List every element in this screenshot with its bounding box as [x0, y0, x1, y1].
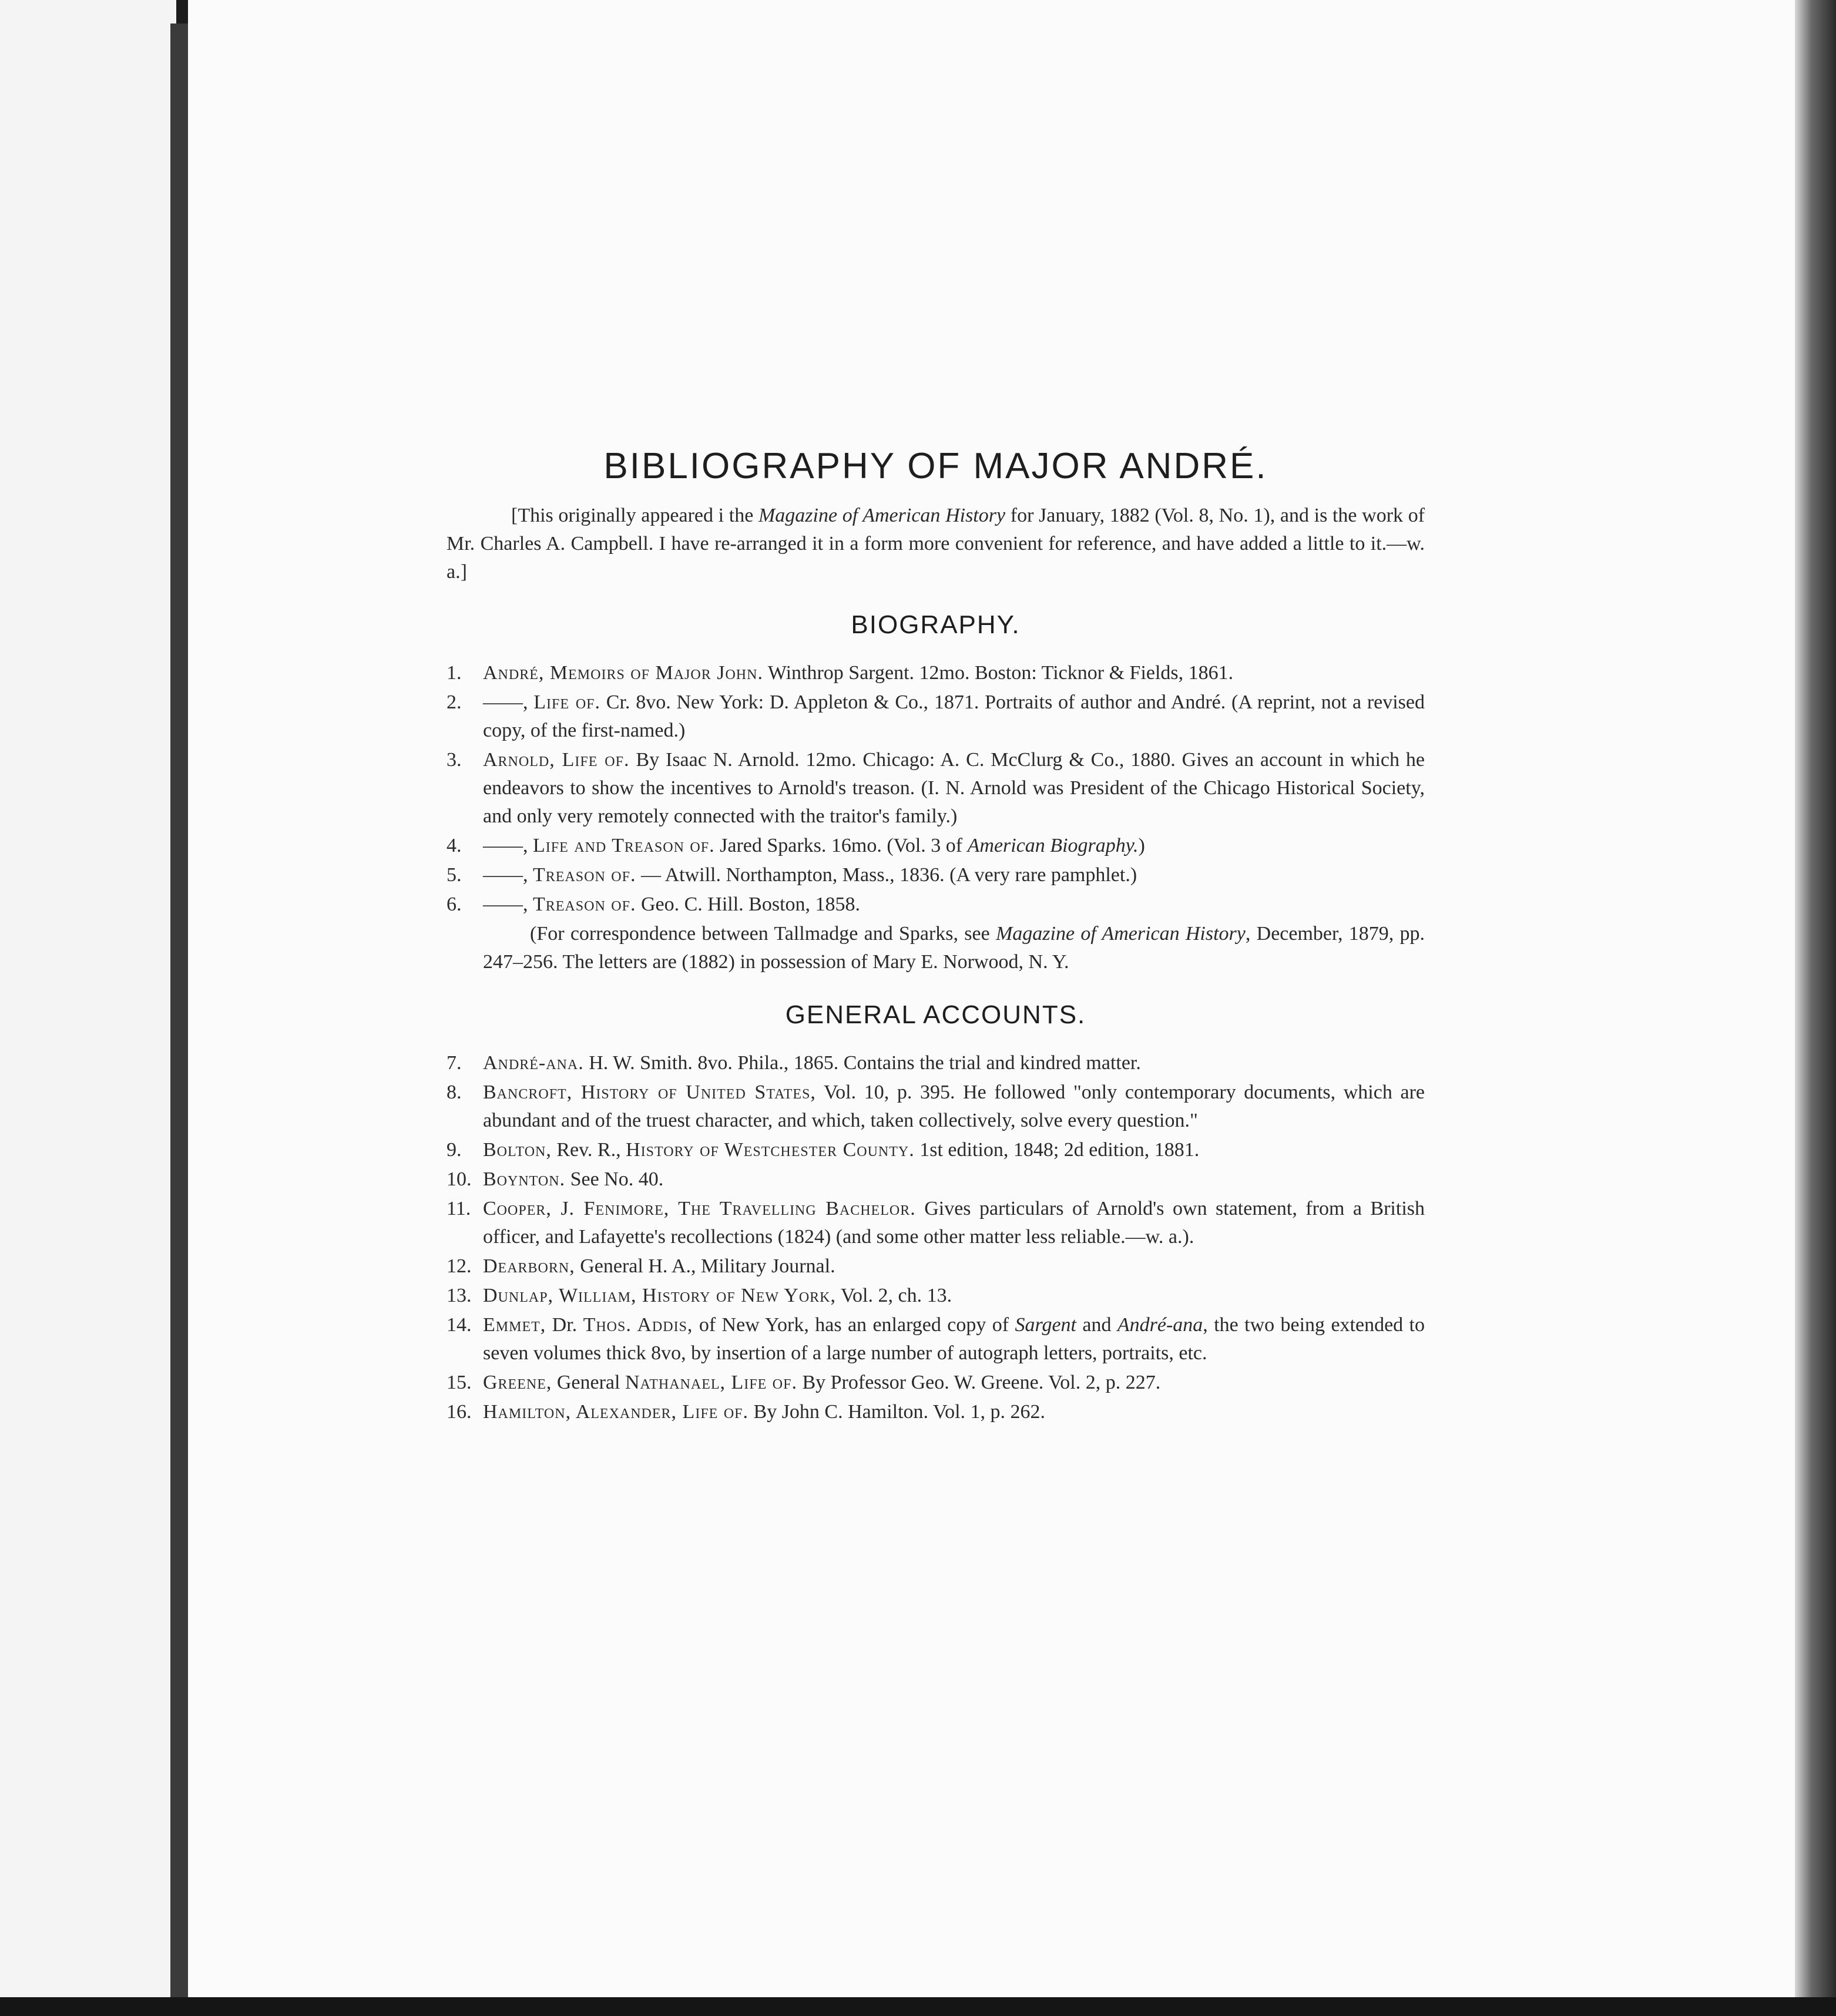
entry-number: 5.: [447, 864, 462, 886]
entry-number: 3.: [447, 749, 462, 771]
entry-text-segment: Boynton.: [483, 1168, 566, 1190]
bibliography-entry: [447, 746, 1425, 831]
intro-paragraph: [447, 502, 1425, 586]
entry-text-segment: André, Memoirs of Major John.: [483, 662, 763, 684]
entry-number: 4.: [447, 835, 462, 856]
entry-text-segment: Emmet,: [483, 1314, 546, 1336]
entry-number: 13.: [447, 1285, 472, 1306]
entry-text-segment: Jared Sparks. 16mo. (Vol. 3 of: [714, 835, 968, 856]
entry-body: [483, 1078, 1425, 1135]
entry-text-segment: — Atwill. Northampton, Mass., 1836. (A very rare pamphlet.): [636, 864, 1137, 886]
entry-text-segment: Cooper, J. Fenimore, The Travelling Bachelor.: [483, 1198, 916, 1219]
bibliography-entry: [447, 1049, 1425, 1077]
entry-text-segment: Dearborn,: [483, 1255, 575, 1277]
entry-text-segment: Geo. C. Hill. Boston, 1858.: [636, 893, 861, 915]
entry-text-segment: Thos. Addis,: [583, 1314, 693, 1336]
bibliography-entry: [447, 861, 1425, 889]
entry-text-segment: Vol. 10, p. 395. He followed "only contemporary documents, which are abundant and of the truest character, and which, taken collectively, solve every question.": [483, 1081, 1425, 1131]
bibliography-entry: [447, 1369, 1425, 1397]
entry-body: [483, 861, 1425, 889]
entry-text-segment: (For correspondence between Tallmadge and Sparks, see: [530, 923, 996, 945]
entry-number: 16.: [447, 1401, 472, 1423]
bibliography-entry: [447, 688, 1425, 745]
entry-text-segment: Vol. 2, ch. 13.: [836, 1285, 952, 1306]
entry-body: [483, 659, 1425, 687]
entry-body: [483, 1165, 1425, 1194]
bibliography-entry: [447, 1195, 1425, 1251]
entry-text-segment: Magazine of American History: [995, 923, 1246, 945]
general-accounts-heading: GENERAL ACCOUNTS.: [785, 1000, 1086, 1029]
entry-body: [483, 1049, 1425, 1077]
bibliography-entry: [447, 832, 1425, 860]
entry-text-segment: , December, 1879, pp. 247–256. The letters are (1882) in possession of Mary E. Norwood, N. Y.: [483, 923, 1425, 973]
bibliography-entry: [447, 891, 1425, 919]
biography-list: [447, 659, 1425, 919]
entry-text-segment: By John C. Hamilton. Vol. 1, p. 262.: [749, 1401, 1046, 1423]
bibliography-entry: [447, 1311, 1425, 1367]
entry-body: [483, 1369, 1425, 1397]
bibliography-entry: [447, 1282, 1425, 1310]
entry-body: [483, 1195, 1425, 1251]
entry-number: 8.: [447, 1081, 462, 1103]
entry-text-segment: Gives particulars of Arnold's own statement, from a British officer, and Lafayette's recollections (1824) (and some other matter less reliable.—w. a.).: [483, 1198, 1425, 1248]
bibliography-entry: [447, 659, 1425, 687]
entry-body: [483, 832, 1425, 860]
entry-text-segment: Life of.: [533, 691, 601, 713]
entry-text-segment: Life and Treason of.: [533, 835, 715, 856]
biography-heading: BIOGRAPHY.: [851, 610, 1021, 639]
book-spine: [170, 23, 188, 1997]
left-page-edge: [0, 0, 176, 1997]
entry-number: 9.: [447, 1139, 462, 1161]
intro-text-1: [This originally appeared: [511, 505, 713, 526]
entry-body: [483, 1282, 1425, 1310]
entry-body: [483, 688, 1425, 745]
bottom-strip: [0, 1997, 1836, 2016]
intro-text-2: i the: [718, 505, 754, 526]
entry-number: 7.: [447, 1052, 462, 1074]
entry-text-segment: Arnold, Life of.: [483, 749, 630, 771]
entry-text-segment: Treason of.: [533, 864, 636, 886]
entry-text-segment: Sargent: [1015, 1314, 1076, 1336]
bibliography-entry: [447, 1078, 1425, 1135]
entry-number: 15.: [447, 1372, 472, 1393]
intro-text-3: for January, 1882 (Vol. 8, No. 1), and is the work of Mr. Charles A. Campbell. I have re-arranged it in a form more convenient for reference, and have added a little to it.—w. a.]: [447, 505, 1425, 583]
bibliography-entry: [447, 1165, 1425, 1194]
entry-text-segment: André-ana: [1117, 1314, 1203, 1336]
entry-text-segment: General H. A., Military Journal.: [575, 1255, 835, 1277]
entry-text-segment: ——,: [483, 864, 533, 886]
entry-body: [483, 1311, 1425, 1367]
entry-body: [483, 1252, 1425, 1281]
biography-note: [483, 920, 1425, 976]
entry-text-segment: By Isaac N. Arnold. 12mo. Chicago: A. C. McClurg & Co., 1880. Gives an account in which he endeavors to show the incentives to Arnold's treason. (I. N. Arnold was President of the Chicago Historical Society, and only very remotely connected with the traitor's family.): [483, 749, 1425, 827]
entry-text-segment: Greene,: [483, 1372, 552, 1393]
entry-text-segment: Cr. 8vo. New York: D. Appleton & Co., 1871. Portraits of author and André. (A reprint, not a revised copy, of the first-named.): [483, 691, 1425, 741]
page-content: [447, 446, 1425, 1427]
entry-text-segment: Dr.: [546, 1314, 583, 1336]
entry-text-segment: , the two being extended to seven volumes thick 8vo, by insertion of a large number of autograph letters, portraits, etc.: [483, 1314, 1425, 1364]
entry-text-segment: Treason of.: [533, 893, 636, 915]
entry-text-segment: ——,: [483, 893, 533, 915]
entry-number: 10.: [447, 1168, 472, 1190]
entry-text-segment: ——,: [483, 691, 534, 713]
entry-text-segment: H. W. Smith. 8vo. Phila., 1865. Contains the trial and kindred matter.: [583, 1052, 1141, 1074]
entry-text-segment: Dunlap, William, History of New York,: [483, 1285, 836, 1306]
entry-text-segment: and: [1076, 1314, 1117, 1336]
bibliography-entry: [447, 1398, 1425, 1426]
entry-number: 14.: [447, 1314, 472, 1336]
page-title: BIBLIOGRAPHY OF MAJOR ANDRÉ.: [603, 446, 1268, 486]
entry-text-segment: Bancroft, History of United States,: [483, 1081, 816, 1103]
entry-text-segment: General: [552, 1372, 625, 1393]
entry-text-segment: By Professor Geo. W. Greene. Vol. 2, p. 227.: [797, 1372, 1161, 1393]
entry-text-segment: André-ana.: [483, 1052, 584, 1074]
entry-text-segment: Hamilton, Alexander, Life of.: [483, 1401, 749, 1423]
entry-text-segment: American Biography.: [967, 835, 1139, 856]
entry-text-segment: Nathanael, Life of.: [625, 1372, 797, 1393]
right-page-edge: [1795, 0, 1836, 2009]
entry-text-segment: See No. 40.: [565, 1168, 664, 1190]
entry-text-segment: Rev. R.,: [551, 1139, 626, 1161]
entry-number: 11.: [447, 1198, 471, 1219]
bibliography-entry: [447, 1136, 1425, 1164]
entry-text-segment: 1st edition, 1848; 2d edition, 1881.: [914, 1139, 1200, 1161]
entry-body: [483, 891, 1425, 919]
entry-number: 6.: [447, 893, 462, 915]
entry-text-segment: Winthrop Sargent. 12mo. Boston: Ticknor & Fields, 1861.: [763, 662, 1234, 684]
entry-number: 1.: [447, 662, 462, 684]
entry-text-segment: ——,: [483, 835, 533, 856]
entry-text-segment: ): [1138, 835, 1145, 856]
intro-source-title: Magazine of American History: [758, 505, 1006, 526]
entry-number: 2.: [447, 691, 462, 713]
entry-text-segment: Bolton,: [483, 1139, 552, 1161]
entry-text-segment: History of Westchester County.: [626, 1139, 915, 1161]
entry-text-segment: of New York, has an enlarged copy of: [693, 1314, 1015, 1336]
entry-body: [483, 1398, 1425, 1426]
entry-body: [483, 1136, 1425, 1164]
entry-number: 12.: [447, 1255, 472, 1277]
entry-body: [483, 746, 1425, 831]
bibliography-entry: [447, 1252, 1425, 1281]
general-accounts-list: [447, 1049, 1425, 1426]
